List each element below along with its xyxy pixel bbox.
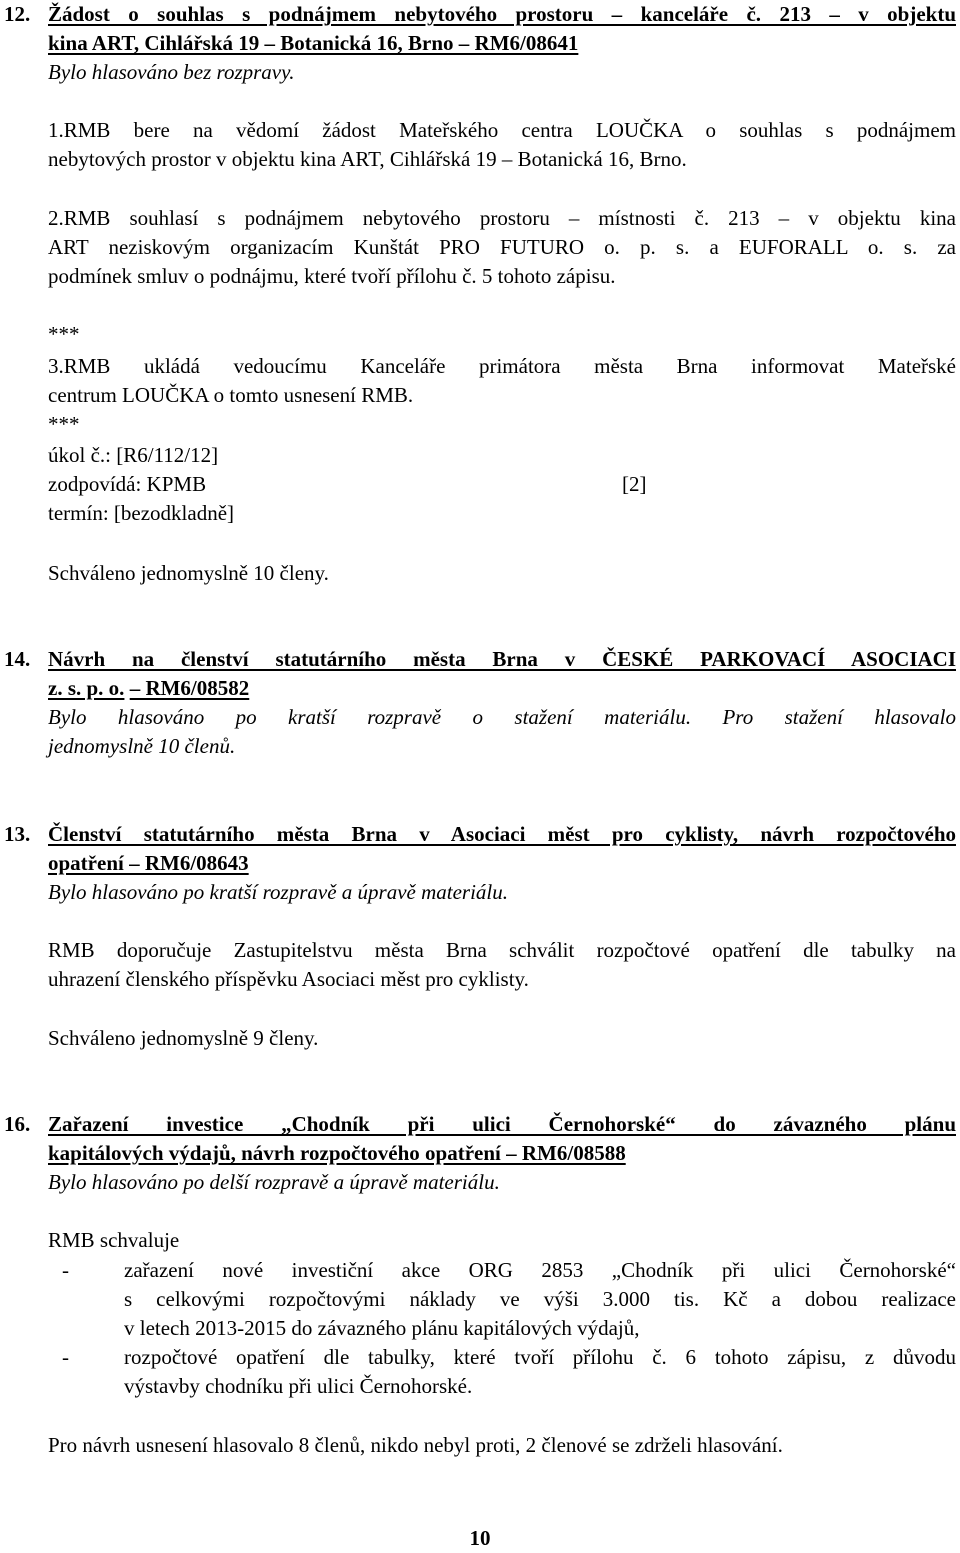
responsible-code: [2] xyxy=(622,472,647,496)
item-16-number: 16. xyxy=(4,1112,31,1136)
item-16-vote-result: Pro návrh usnesení hlasovalo 8 členů, nikdo nebyl proti, 2 členové se zdrželi hlasování. xyxy=(48,1433,783,1457)
item-13-title-line-1: Členství statutárního města Brna v Asociaci měst pro cyklisty, návrh rozpočtového xyxy=(48,822,956,846)
resolution-3-line-2: centrum LOUČKA o tomto usnesení RMB. xyxy=(48,383,414,407)
bullet-2-marker: - xyxy=(62,1345,69,1369)
bullet-1-line-1: zařazení nové investiční akce ORG 2853 „Chodník při ulici Černohorské“ xyxy=(124,1258,956,1282)
item-14-voting-note-line-2: jednomyslně 10 členů. xyxy=(48,734,236,758)
item-13-number: 13. xyxy=(4,822,31,846)
bullet-1-line-2: s celkovými rozpočtovými náklady ve výši 3.000 tis. Kč a dobou realizace xyxy=(124,1287,956,1311)
item-12-approval: Schváleno jednomyslně 10 členy. xyxy=(48,561,329,585)
item-16-title-line-1: Zařazení investice „Chodník při ulici Černohorské“ do závazného plánu xyxy=(48,1112,956,1136)
resolution-3-line-1: 3.RMB ukládá vedoucímu Kanceláře primátora města Brna informovat Mateřské xyxy=(48,354,956,378)
bullet-1-line-3: v letech 2013-2015 do závazného plánu kapitálových výdajů, xyxy=(124,1316,640,1340)
resolution-1-line-2: nebytových prostor v objektu kina ART, Cihlářská 19 – Botanická 16, Brno. xyxy=(48,147,687,171)
item-14-title-line-2: z. s. p. o. – RM6/08582 xyxy=(48,676,250,700)
item-14-number: 14. xyxy=(4,647,31,671)
item-16-voting-note: Bylo hlasováno po delší rozpravě a úpravě materiálu. xyxy=(48,1170,500,1194)
item-12-title-line-1: Žádost o souhlas s podnájmem nebytového prostoru – kanceláře č. 213 – v objektu xyxy=(48,2,956,26)
bullet-1-marker: - xyxy=(62,1258,69,1282)
item-16-resolution-intro: RMB schvaluje xyxy=(48,1228,180,1252)
resolution-2-line-2: ART neziskovým organizacím Kunštát PRO FUTURO o. p. s. a EUFORALL o. s. za xyxy=(48,235,956,259)
item-13-voting-note: Bylo hlasováno po kratší rozpravě a úpravě materiálu. xyxy=(48,880,509,904)
item-13-resolution-line-2: uhrazení členského příspěvku Asociaci měst pro cyklisty. xyxy=(48,967,529,991)
item-13-approval: Schváleno jednomyslně 9 členy. xyxy=(48,1026,319,1050)
item-12-voting-note: Bylo hlasováno bez rozpravy. xyxy=(48,60,295,84)
resolution-2-line-1: 2.RMB souhlasí s podnájmem nebytového prostoru – místnosti č. 213 – v objektu kina xyxy=(48,206,956,230)
responsible-party: zodpovídá: KPMB xyxy=(48,472,207,496)
separator-stars-2: *** xyxy=(48,412,80,436)
item-13-title-line-2: opatření – RM6/08643 xyxy=(48,851,249,875)
resolution-1-line-1: 1.RMB bere na vědomí žádost Mateřského centra LOUČKA o souhlas s podnájmem xyxy=(48,118,956,142)
bullet-2-line-2: výstavby chodníku při ulici Černohorské. xyxy=(124,1374,473,1398)
item-13-resolution-line-1: RMB doporučuje Zastupitelstvu města Brna schválit rozpočtové opatření dle tabulky na xyxy=(48,938,956,962)
task-number: úkol č.: [R6/112/12] xyxy=(48,443,219,467)
bullet-2-line-1: rozpočtové opatření dle tabulky, které tvoří přílohu č. 6 tohoto zápisu, z důvodu xyxy=(124,1345,956,1369)
item-16-title-line-2: kapitálových výdajů, návrh rozpočtového opatření – RM6/08588 xyxy=(48,1141,626,1165)
item-14-title-line-1: Návrh na členství statutárního města Brna v ČESKÉ PARKOVACÍ ASOCIACI xyxy=(48,647,956,671)
separator-stars-1: *** xyxy=(48,322,80,346)
page-number: 10 xyxy=(469,1526,491,1550)
item-12-number: 12. xyxy=(4,2,31,26)
resolution-2-line-3: podmínek smluv o podnájmu, které tvoří přílohu č. 5 tohoto zápisu. xyxy=(48,264,616,288)
item-14-voting-note-line-1: Bylo hlasováno po kratší rozpravě o stažení materiálu. Pro stažení hlasovalo xyxy=(48,705,956,729)
deadline: termín: [bezodkladně] xyxy=(48,501,235,525)
item-12-title-line-2: kina ART, Cihlářská 19 – Botanická 16, Brno – RM6/08641 xyxy=(48,31,579,55)
